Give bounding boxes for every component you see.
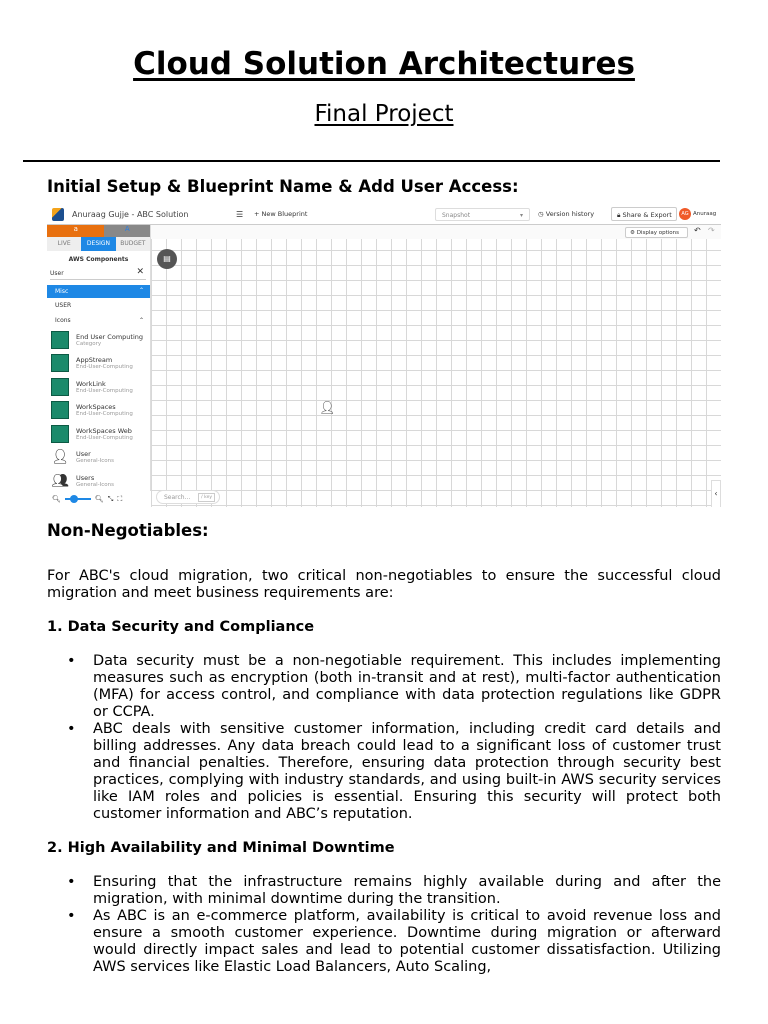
section-heading-non-negotiables: Non-Negotiables:	[47, 521, 209, 540]
bullet-item: • Data security must be a non-negotiable requirement. This includes implementing measures such as encryption (both in-transit and at rest), multi-factor authentication (MFA) for access control, and compliance with data protection regulations like GDPR or CCPA.	[47, 653, 721, 721]
search-value: User	[50, 270, 64, 277]
tab-azure[interactable]: A	[104, 225, 150, 237]
item-heading: 1. Data Security and Compliance	[47, 619, 315, 635]
bullet-list	[47, 874, 721, 976]
display-options-button[interactable]	[625, 227, 688, 238]
misc-label: Misc	[55, 288, 69, 295]
document-subtitle: Final Project	[314, 101, 454, 127]
component-category: End-User-Computing	[76, 411, 133, 418]
canvas-toolbar	[151, 225, 721, 239]
component-name: WorkSpaces Web	[76, 426, 132, 435]
component-category: General-Icons	[76, 458, 115, 465]
close-icon[interactable]: ✕	[136, 267, 144, 277]
display-options-label: Display options	[636, 230, 679, 236]
components-sidebar	[47, 225, 151, 507]
menu-icon[interactable]: ☰	[236, 210, 244, 219]
workspaces-icon	[51, 401, 69, 419]
section-heading-setup: Initial Setup & Blueprint Name & Add User Access:	[47, 177, 519, 196]
component-item[interactable]	[47, 375, 150, 399]
search-shortcut-key: / key	[198, 493, 215, 502]
chevron-up-icon: ⌃	[138, 287, 144, 294]
component-name: AppStream	[76, 356, 113, 365]
component-name: Users	[76, 473, 95, 482]
undo-icon[interactable]: ↶	[694, 226, 701, 235]
app-logo-icon	[52, 208, 64, 221]
component-name: WorkSpaces	[76, 403, 116, 412]
component-category: General-Icons	[76, 481, 115, 488]
design-canvas[interactable]	[151, 225, 721, 507]
zoom-slider[interactable]	[65, 498, 91, 500]
snapshot-label: Snapshot	[442, 212, 471, 219]
snapshot-select[interactable]	[435, 208, 530, 221]
lock-icon: 🔒︎	[617, 211, 623, 219]
intro-paragraph: For ABC's cloud migration, two critical non-negotiables to ensure the successful cloud migration and meet business requirements are:	[47, 568, 721, 601]
component-item[interactable]	[47, 352, 150, 376]
document-title: Cloud Solution Architectures	[133, 46, 635, 82]
icons-label: Icons	[55, 317, 71, 324]
user-icon: 👤︎	[51, 449, 69, 466]
component-search-input[interactable]	[50, 267, 146, 280]
chevron-left-icon[interactable]: ‹	[711, 480, 721, 507]
embedded-screenshot	[47, 204, 721, 507]
component-name: WorkLink	[76, 379, 106, 388]
canvas-user-node[interactable]: 👤︎	[319, 401, 336, 416]
component-category: Category	[76, 340, 102, 347]
clock-icon: ◷	[538, 210, 546, 218]
component-category: End-User-Computing	[76, 364, 133, 371]
component-item[interactable]	[47, 469, 150, 493]
app-topbar	[47, 204, 721, 225]
misc-group[interactable]	[47, 285, 150, 298]
version-history-button[interactable]	[538, 210, 594, 218]
component-item[interactable]	[47, 328, 150, 352]
bullet-item: • ABC deals with sensitive customer information, including credit card details and billing addresses. Any data breach could lead to a significant loss of customer trust and financial penalties. Therefore, ensuring data protection through security best practices, complying with industry standards, and using built-in AWS security services like IAM roles and policies is essential. Ensuring this security will protect both customer information and ABC’s reputation.	[47, 721, 721, 823]
components-title: AWS Components	[68, 256, 129, 263]
fit-icon[interactable]: ⤡	[107, 494, 114, 503]
divider	[23, 160, 720, 162]
share-export-button[interactable]	[611, 207, 677, 221]
component-item[interactable]	[47, 422, 150, 446]
component-name: End User Computing	[76, 332, 143, 341]
bullet-list	[47, 653, 721, 823]
bullet-item: • Ensuring that the infrastructure remains highly available during and after the migration, with minimal downtime during the transition.	[47, 874, 721, 908]
gear-icon: ⚙	[630, 230, 637, 236]
version-history-label: Version history	[545, 210, 595, 218]
zoom-bar	[47, 491, 151, 507]
chevron-down-icon: ▾	[519, 212, 523, 219]
user-row[interactable]: USER	[55, 302, 72, 309]
canvas-search-placeholder: Search...	[164, 494, 191, 501]
bullet-item: • As ABC is an e-commerce platform, availability is critical to avoid revenue loss and ensure a smooth customer experience. Downtime during migration or afterward would directly impact sales and lead to potential customer dissatisfaction. Utilizing AWS services like Elastic Load Balancers, Auto Scaling,	[47, 908, 721, 976]
users-icon: 👥︎	[51, 472, 69, 489]
comment-icon[interactable]: ▤	[157, 249, 177, 269]
redo-icon[interactable]: ↷	[708, 226, 715, 235]
icons-row[interactable]	[47, 313, 150, 328]
end-user-computing-icon	[51, 331, 69, 349]
component-item[interactable]	[47, 446, 150, 470]
tab-design[interactable]: DESIGN	[81, 237, 115, 251]
fullscreen-icon[interactable]: ⛶	[117, 494, 123, 503]
workspaces-web-icon	[51, 425, 69, 443]
tab-budget[interactable]: BUDGET	[120, 240, 146, 247]
user-name: Anuraag	[693, 211, 717, 217]
avatar[interactable]: AG	[679, 208, 691, 220]
item-heading: 2. High Availability and Minimal Downtime	[47, 840, 395, 856]
app-title: Anuraag Gujje - ABC Solution	[72, 209, 189, 219]
component-category: End-User-Computing	[76, 434, 133, 441]
chevron-up-icon: ⌃	[138, 317, 144, 324]
share-export-label: Share & Export	[622, 211, 672, 219]
component-category: End-User-Computing	[76, 387, 133, 394]
tab-aws[interactable]: a	[47, 225, 104, 237]
canvas-search-input[interactable]	[156, 490, 220, 504]
component-item[interactable]	[47, 399, 150, 423]
appstream-icon	[51, 354, 69, 372]
component-name: User	[76, 450, 91, 459]
zoom-in-icon[interactable]: 🔍︎	[94, 495, 104, 503]
new-blueprint-button[interactable]: + New Blueprint	[254, 210, 308, 218]
tab-live[interactable]: LIVE	[57, 240, 71, 247]
worklink-icon	[51, 378, 69, 396]
zoom-out-icon[interactable]: 🔍︎	[52, 495, 61, 503]
